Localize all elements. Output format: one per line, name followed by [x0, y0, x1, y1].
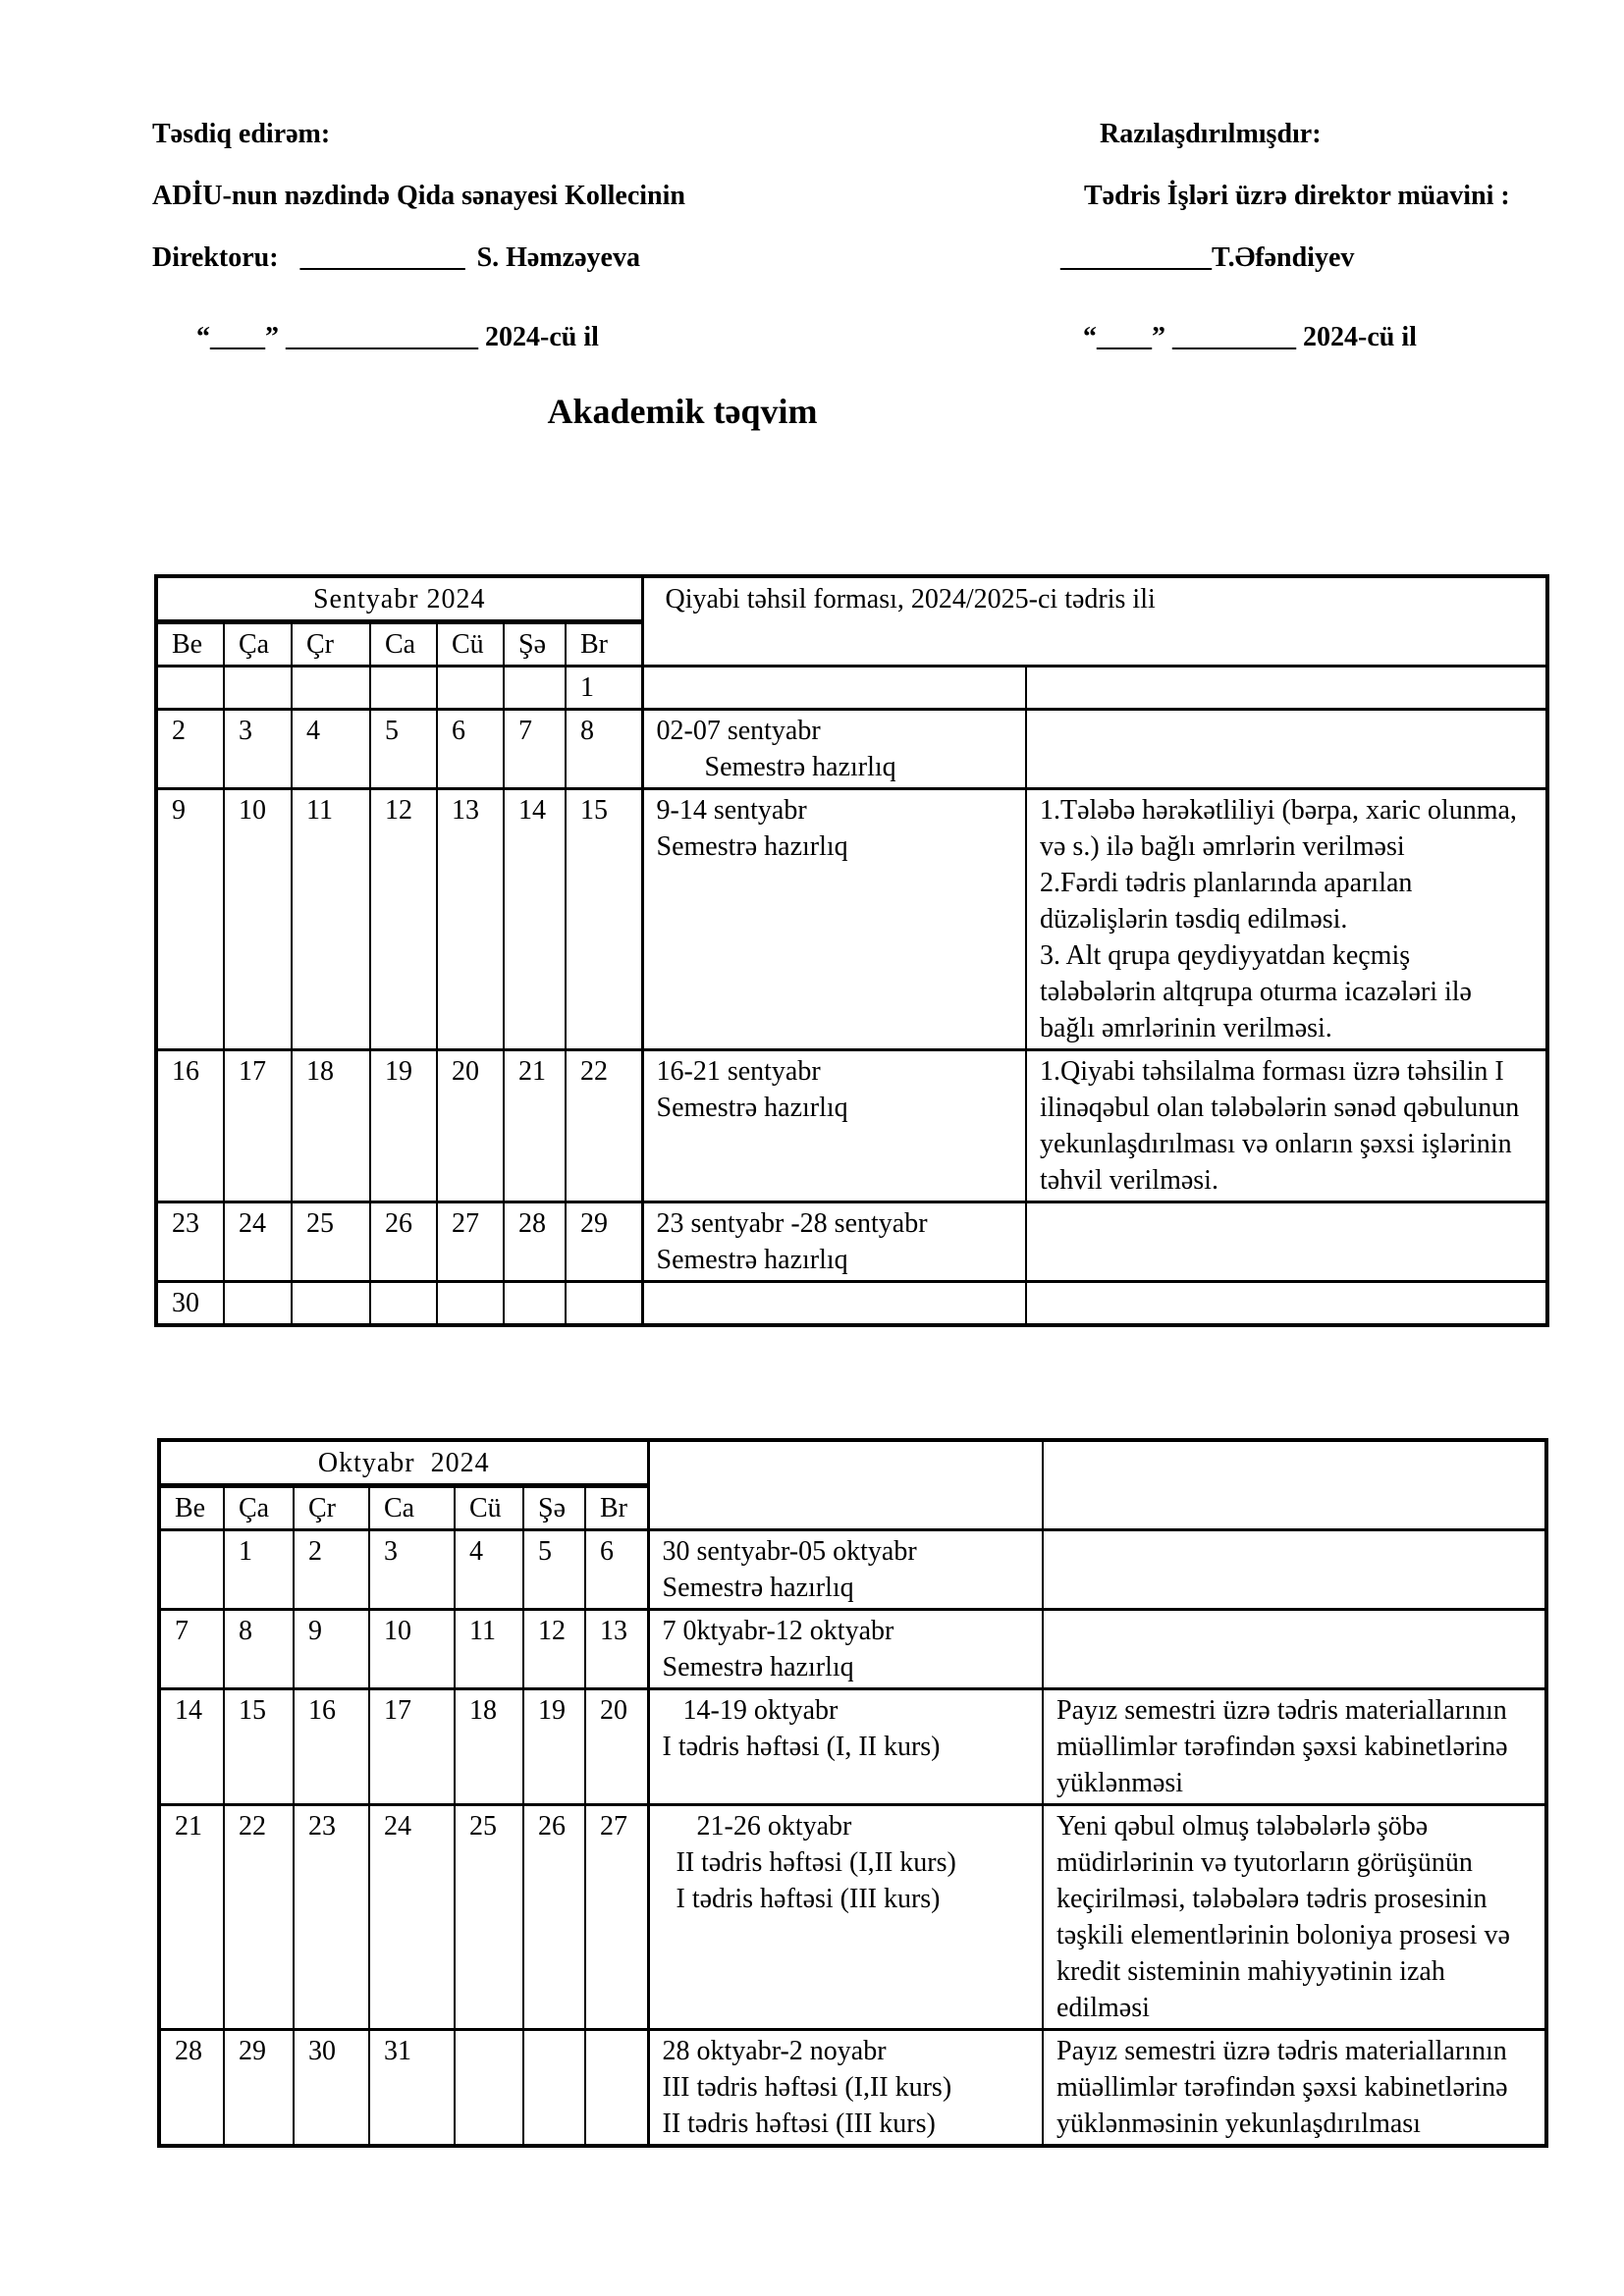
notes-cell	[1026, 667, 1547, 710]
day-cell: 21	[504, 1050, 566, 1202]
month-header-cell: Sentyabr 2024	[156, 576, 642, 622]
day-cell: 7	[159, 1610, 224, 1689]
day-cell: 10	[224, 789, 292, 1050]
event-cell	[642, 1282, 1026, 1326]
event-cell	[648, 1610, 1043, 1689]
event-cell	[642, 667, 1026, 710]
day-cell: 13	[585, 1610, 648, 1689]
day-cell: 31	[369, 2030, 455, 2147]
approval-left-line3	[152, 241, 640, 275]
day-cell: 3	[224, 710, 292, 789]
notes-paragraph: Yeni qəbul olmuş tələbələrlə şöbə müdirlərinin və tyutorların görüşünün keçirilməsi, tələbələrə tədris prosesinin təşkili elementlərinin boloniya prosesi və kredit sisteminin mahiyyətinin izah edilməsi	[1056, 1811, 1510, 2023]
day-cell	[504, 1282, 566, 1326]
event-cell	[642, 710, 1026, 789]
day-cell: 25	[292, 1202, 370, 1282]
day-cell: 6	[437, 710, 504, 789]
day-cell	[370, 1282, 437, 1326]
day-cell	[156, 667, 224, 710]
weekday-cell: Ca	[370, 622, 437, 667]
day-cell: 22	[224, 1805, 294, 2030]
notes-paragraph: 2.Fərdi tədris planlarında aparılan düzəlişlərin təsdiq edilməsi.	[1040, 868, 1413, 934]
approval-right-line1: Razılaşdırılmışdır:	[1100, 119, 1322, 149]
day-cell: 5	[523, 1530, 585, 1610]
day-cell: 20	[585, 1689, 648, 1805]
day-cell: 4	[455, 1530, 523, 1610]
weekday-cell: Çr	[292, 622, 370, 667]
day-cell: 14	[504, 789, 566, 1050]
event-line: 9-14 sentyabr	[656, 795, 807, 826]
calendar-week-row	[159, 1530, 1546, 1610]
notes-cell	[1026, 789, 1547, 1050]
day-cell: 16	[156, 1050, 224, 1202]
page-title: Akademik təqvim	[547, 392, 818, 431]
event-line: 28 oktyabr-2 noyabr	[662, 2036, 887, 2066]
day-cell: 15	[566, 789, 642, 1050]
day-cell: 28	[159, 2030, 224, 2147]
event-line: Semestrə hazırlıq	[656, 752, 896, 782]
notes-paragraph: 1.Qiyabi təhsilalma forması üzrə təhsilin I ilinəqəbul olan tələbələrin sənəd qəbulunun yekunlaşdırılması və onların şəxsi işlərinin təhvil verilməsi.	[1040, 1056, 1520, 1196]
date-line-right: “____” _________ 2024-cü il	[1083, 322, 1417, 352]
weekday-cell: Br	[585, 1486, 648, 1530]
event-line: Semestrə hazırlıq	[656, 1093, 848, 1123]
approval-left-line1: Təsdiq edirəm:	[152, 119, 331, 149]
calendar-week-row	[159, 1689, 1546, 1805]
day-cell: 17	[224, 1050, 292, 1202]
calendar-september	[154, 574, 1549, 1327]
calendar-october	[157, 1438, 1548, 2148]
weekday-cell: Şə	[504, 622, 566, 667]
calendar-table-september	[154, 574, 1549, 1327]
day-cell: 23	[294, 1805, 369, 2030]
day-cell: 29	[566, 1202, 642, 1282]
weekday-cell: Ça	[224, 622, 292, 667]
event-line: II tədris həftəsi (I,II kurs)	[662, 1847, 956, 1878]
notes-cell	[1026, 710, 1547, 789]
day-cell: 29	[224, 2030, 294, 2147]
day-cell: 20	[437, 1050, 504, 1202]
day-cell: 10	[369, 1610, 455, 1689]
month-header-cell: Oktyabr 2024	[159, 1440, 648, 1486]
weekday-cell: Ça	[224, 1486, 294, 1530]
day-cell: 18	[455, 1689, 523, 1805]
notes-cell	[1026, 1050, 1547, 1202]
day-cell: 8	[224, 1610, 294, 1689]
month-header-row	[156, 576, 1547, 622]
calendar-week-row	[159, 2030, 1546, 2147]
day-cell: 12	[523, 1610, 585, 1689]
day-cell: 23	[156, 1202, 224, 1282]
day-cell: 27	[437, 1202, 504, 1282]
event-line: 02-07 sentyabr	[656, 716, 821, 746]
event-cell	[642, 789, 1026, 1050]
event-cell	[648, 1805, 1043, 2030]
event-line: 14-19 oktyabr	[662, 1695, 839, 1726]
event-line: Semestrə hazırlıq	[662, 1652, 854, 1682]
day-cell	[585, 2030, 648, 2147]
day-cell: 2	[156, 710, 224, 789]
notes-paragraph: Payız semestri üzrə tədris materiallarının müəllimlər tərəfindən şəxsi kabinetlərinə yüklənməsi	[1056, 1695, 1508, 1798]
event-line: Semestrə hazırlıq	[662, 1573, 854, 1603]
event-line: 30 sentyabr-05 oktyabr	[662, 1536, 917, 1567]
weekday-cell: Be	[156, 622, 224, 667]
day-cell	[292, 667, 370, 710]
day-cell: 11	[292, 789, 370, 1050]
day-cell: 1	[224, 1530, 294, 1610]
signature-blank: ____________	[299, 242, 465, 273]
day-cell: 30	[156, 1282, 224, 1326]
event-line: 16-21 sentyabr	[656, 1056, 821, 1087]
day-cell	[437, 667, 504, 710]
day-cell	[224, 1282, 292, 1326]
day-cell: 3	[369, 1530, 455, 1610]
day-cell: 28	[504, 1202, 566, 1282]
month-header-row	[159, 1440, 1546, 1486]
header-right-event-cell	[648, 1440, 1043, 1530]
day-cell	[224, 667, 292, 710]
event-line: I tədris həftəsi (III kurs)	[662, 1884, 941, 1914]
day-cell: 19	[370, 1050, 437, 1202]
day-cell	[566, 1282, 642, 1326]
day-cell: 14	[159, 1689, 224, 1805]
day-cell: 4	[292, 710, 370, 789]
day-cell	[159, 1530, 224, 1610]
day-cell: 30	[294, 2030, 369, 2147]
event-line: Semestrə hazırlıq	[656, 1245, 848, 1275]
day-cell: 18	[292, 1050, 370, 1202]
day-cell: 17	[369, 1689, 455, 1805]
event-line: II tədris həftəsi (III kurs)	[662, 2109, 936, 2139]
day-cell: 19	[523, 1689, 585, 1805]
day-cell: 12	[370, 789, 437, 1050]
event-cell	[648, 2030, 1043, 2147]
weekday-cell: Şə	[523, 1486, 585, 1530]
day-cell: 25	[455, 1805, 523, 2030]
calendar-week-row	[156, 1050, 1547, 1202]
event-cell	[642, 1050, 1026, 1202]
day-cell: 5	[370, 710, 437, 789]
approval-right-line3: ___________T.Əfəndiyev	[1060, 242, 1355, 273]
day-cell: 1	[566, 667, 642, 710]
day-cell: 8	[566, 710, 642, 789]
notes-cell	[1026, 1282, 1547, 1326]
notes-paragraph: 1.Tələbə hərəkətliliyi (bərpa, xaric olunma, və s.) ilə bağlı əmrlərin verilməsi	[1040, 795, 1517, 862]
notes-cell	[1043, 2030, 1546, 2147]
header-right-cell: Qiyabi təhsil forması, 2024/2025-ci tədris ili	[642, 576, 1547, 667]
day-cell	[292, 1282, 370, 1326]
weekday-cell: Cü	[455, 1486, 523, 1530]
day-cell: 22	[566, 1050, 642, 1202]
approval-left-line2: ADİU-nun nəzdində Qida sənayesi Kollecinin	[152, 181, 685, 211]
calendar-week-row	[156, 1202, 1547, 1282]
day-cell: 11	[455, 1610, 523, 1689]
date-line-left: “____” ______________ 2024-cü il	[196, 322, 599, 352]
event-line: III tədris həftəsi (I,II kurs)	[662, 2072, 952, 2103]
day-cell: 9	[294, 1610, 369, 1689]
notes-cell	[1043, 1689, 1546, 1805]
day-cell	[523, 2030, 585, 2147]
event-cell	[648, 1689, 1043, 1805]
notes-cell	[1026, 1202, 1547, 1282]
weekday-cell: Ca	[369, 1486, 455, 1530]
weekday-cell: Br	[566, 622, 642, 667]
day-cell: 24	[369, 1805, 455, 2030]
notes-cell	[1043, 1530, 1546, 1610]
header-right-notes-cell	[1043, 1440, 1546, 1530]
day-cell: 9	[156, 789, 224, 1050]
day-cell: 24	[224, 1202, 292, 1282]
day-cell: 13	[437, 789, 504, 1050]
day-cell: 7	[504, 710, 566, 789]
day-cell	[455, 2030, 523, 2147]
day-cell	[437, 1282, 504, 1326]
event-line: 21-26 oktyabr	[662, 1811, 852, 1842]
notes-paragraph: 3. Alt qrupa qeydiyyatdan keçmiş tələbələrin altqrupa oturma icazələri ilə bağlı əmrlərinin verilməsi.	[1040, 940, 1472, 1043]
calendar-week-row	[156, 1282, 1547, 1326]
event-cell	[642, 1202, 1026, 1282]
day-cell	[370, 667, 437, 710]
calendar-table-october	[157, 1438, 1548, 2148]
director-name: S. Həmzəyeva	[476, 242, 640, 273]
weekday-cell: Be	[159, 1486, 224, 1530]
approval-right-line2: Tədris İşləri üzrə direktor müavini :	[1084, 181, 1510, 211]
notes-cell	[1043, 1805, 1546, 2030]
director-label: Direktoru:	[152, 242, 279, 273]
day-cell: 2	[294, 1530, 369, 1610]
calendar-week-row	[156, 789, 1547, 1050]
day-cell	[504, 667, 566, 710]
calendar-week-row	[159, 1805, 1546, 2030]
day-cell: 21	[159, 1805, 224, 2030]
event-line: 7 0ktyabr-12 oktyabr	[662, 1616, 894, 1646]
event-line: I tədris həftəsi (I, II kurs)	[662, 1732, 941, 1762]
day-cell: 6	[585, 1530, 648, 1610]
event-line: 23 sentyabr -28 sentyabr	[656, 1208, 928, 1239]
event-cell	[648, 1530, 1043, 1610]
calendar-week-row	[156, 667, 1547, 710]
notes-paragraph: Payız semestri üzrə tədris materiallarının müəllimlər tərəfindən şəxsi kabinetlərinə yüklənməsinin yekunlaşdırılması	[1056, 2036, 1508, 2139]
weekday-cell: Çr	[294, 1486, 369, 1530]
day-cell: 15	[224, 1689, 294, 1805]
weekday-cell: Cü	[437, 622, 504, 667]
day-cell: 26	[523, 1805, 585, 2030]
day-cell: 16	[294, 1689, 369, 1805]
calendar-week-row	[156, 710, 1547, 789]
event-line: Semestrə hazırlıq	[656, 831, 848, 862]
day-cell: 27	[585, 1805, 648, 2030]
day-cell: 26	[370, 1202, 437, 1282]
notes-cell	[1043, 1610, 1546, 1689]
calendar-week-row	[159, 1610, 1546, 1689]
